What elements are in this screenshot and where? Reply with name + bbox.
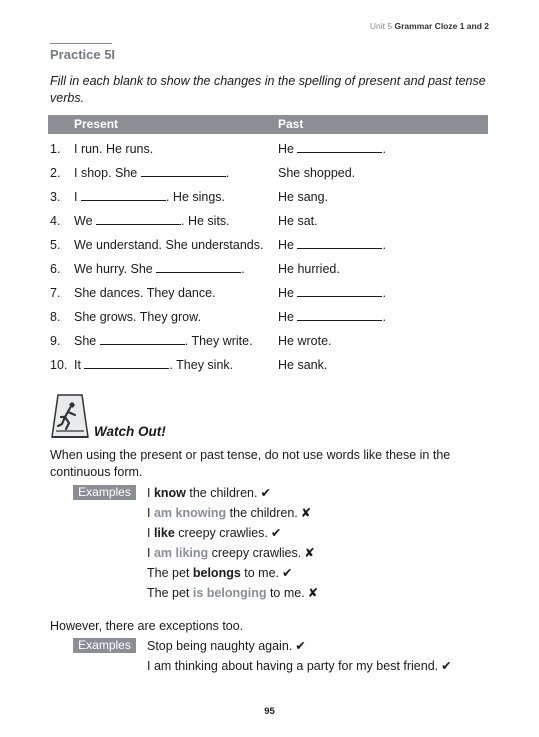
past-cell [278,238,386,252]
present-cell [74,142,153,156]
present-text: I run. He runs. [74,142,154,156]
example-text: I [147,526,154,540]
past-text: He wrote. [278,334,332,348]
past-cell [278,286,386,300]
example-sentence [147,505,311,520]
past-cell [278,262,340,276]
past-blank-field[interactable] [297,310,382,321]
practice-rule [50,43,112,44]
past-cell [278,310,386,324]
present-text: She grows. They grow. [74,310,201,324]
present-text: She [74,334,97,348]
check-icon: ✔ [270,526,282,540]
example-text: The pet [147,566,193,580]
present-blank-field[interactable] [96,214,181,225]
past-text-after: . [382,142,386,156]
present-cell [74,238,263,252]
table-row [48,310,488,334]
check-icon: ✔ [282,566,293,580]
example-text-after: the children. [185,486,258,500]
present-text: It [74,358,81,372]
cross-icon: ✘ [304,546,315,560]
exceptions-examples-label: Examples [73,638,136,653]
present-cell [74,166,229,180]
example-text: The pet [147,586,193,600]
present-text: She dances. They dance. [74,286,216,300]
row-number: 9. [50,334,61,348]
past-blank-field[interactable] [297,286,382,297]
present-text: I shop. She [74,166,138,180]
present-text: We understand. She understands. [74,238,264,252]
examples-label: Examples [73,485,136,500]
present-cell [74,190,225,204]
table-row [48,238,488,262]
example-sentence [147,545,315,560]
present-text: I [74,190,78,204]
past-text: He [278,286,294,300]
row-number: 3. [50,190,61,204]
past-blank-field[interactable] [297,238,382,249]
example-text: I [147,506,154,520]
table-row [48,166,488,190]
row-number: 7. [50,286,61,300]
present-cell [74,334,253,348]
example-sentence [147,525,281,540]
present-text-after: . He sits. [181,214,230,228]
header-unit: Unit 5 [369,21,393,31]
past-text-after: . [382,238,386,252]
present-text: We hurry. She [74,262,153,276]
past-text: He [278,238,294,252]
past-text-after: . [382,286,386,300]
present-cell [74,358,233,372]
example-verb: know [153,486,186,500]
past-cell [278,358,327,372]
past-text: He sat. [278,214,318,228]
cross-icon: ✘ [307,586,319,600]
present-cell [74,286,216,300]
present-blank-field[interactable] [84,358,169,369]
table-row [48,190,488,214]
example-verb: belongs [192,566,241,580]
present-cell [74,214,230,228]
past-cell [278,334,332,348]
practice-title: Practice 5I [50,47,116,62]
example-sentence [147,565,293,580]
example-text: I [147,486,154,500]
column-header-present: Present [74,117,119,131]
present-blank-field[interactable] [156,262,241,273]
row-number: 10. [50,358,68,372]
present-blank-field[interactable] [100,334,185,345]
present-text-after: . [241,262,245,276]
past-text: He sank. [278,358,328,372]
example-sentence [147,485,271,500]
table-row [48,358,488,382]
present-blank-field[interactable] [141,166,226,177]
present-cell [74,310,201,324]
table-row [48,214,488,238]
table-header [48,115,488,134]
table-row [48,286,488,310]
row-number: 5. [50,238,61,252]
row-number: 2. [50,166,61,180]
past-cell [278,166,355,180]
table-row [48,262,488,286]
example-verb: am knowing [153,506,227,520]
example-text-after: to me. [266,586,305,600]
row-number: 1. [50,142,61,156]
row-number: 8. [50,310,61,324]
example-verb: is belonging [192,586,267,600]
exception-sentence [147,658,452,673]
running-header [370,21,489,31]
exception-text: Stop being naughty again. [147,639,293,653]
example-text: I [147,546,154,560]
past-cell [278,214,318,228]
cross-icon: ✘ [300,506,312,520]
past-text: He [278,142,294,156]
present-blank-field[interactable] [81,190,166,201]
past-blank-field[interactable] [297,142,382,153]
past-cell [278,142,386,156]
exceptions-intro: However, there are exceptions too. [50,619,244,633]
table-row [48,334,488,358]
past-text: She shopped. [278,166,356,180]
example-text-after: the children. [226,506,298,520]
past-text: He sang. [278,190,329,204]
caution-sign-icon [50,393,90,439]
check-icon: ✔ [295,639,306,653]
present-text-after: . They sink. [169,358,234,372]
present-text: We [74,214,93,228]
past-cell [278,190,328,204]
present-text-after: . He sings. [165,190,226,204]
row-number: 6. [50,262,61,276]
header-title: Grammar Cloze 1 and 2 [394,21,489,31]
page-number: 95 [264,706,275,717]
watch-out-title: Watch Out! [94,424,166,439]
table-row [48,142,488,166]
watch-out-intro: When using the present or past tense, do not use words like these in the continuous form. [50,448,451,479]
exception-text: I am thinking about having a party for my best friend. [147,659,439,673]
check-icon: ✔ [260,486,271,500]
example-text-after: creepy crawlies. [208,546,302,560]
present-text-after: . [225,166,230,180]
example-verb: like [153,526,175,540]
present-cell [74,262,245,276]
example-text-after: to me. [240,566,280,580]
example-verb: am liking [153,546,209,560]
past-text: He hurried. [278,262,340,276]
row-number: 4. [50,214,61,228]
exception-sentence [147,638,306,653]
example-sentence [147,585,318,600]
past-text: He [278,310,294,324]
example-text-after: creepy crawlies. [174,526,268,540]
check-icon: ✔ [441,659,452,673]
instruction-text: Fill in each blank to show the changes in the spelling of present and past tense verbs. [50,74,486,105]
present-text-after: . They write. [184,334,253,348]
past-text-after: . [382,310,386,324]
column-header-past: Past [278,117,304,131]
